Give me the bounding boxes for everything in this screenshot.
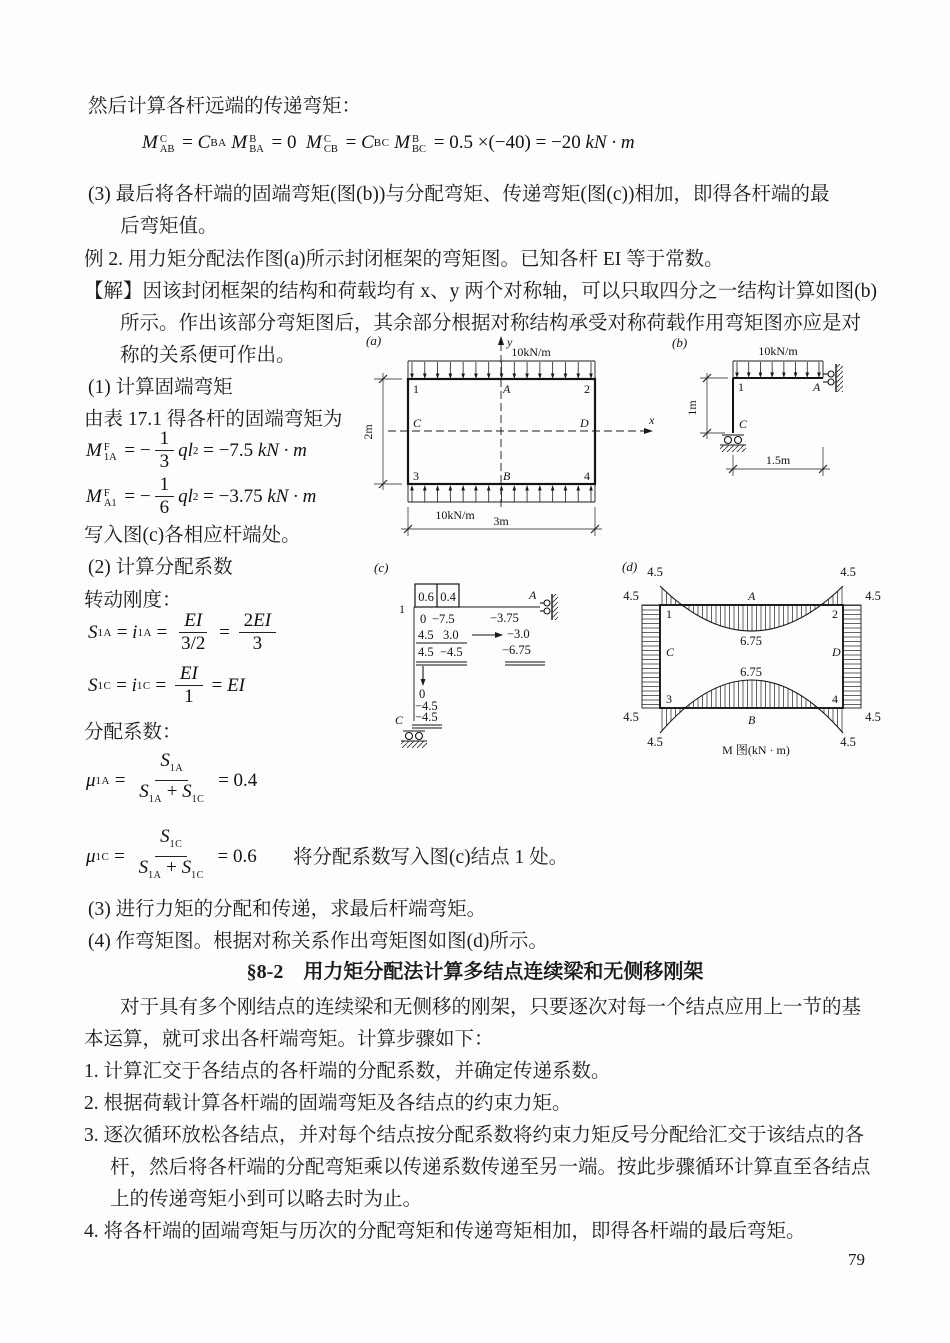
m-1A-final: −4.5 [440,645,463,659]
load-bottom-label: 10kN/m [435,508,475,522]
para-step3-line1: (3) 最后将各杆端的固端弯矩(图(b))与分配弯矩、传递弯矩(图(c))相加，即得各杆端的最 [88,184,830,205]
para-item1-title: (1) 计算固端弯矩 [88,377,233,398]
support-C-roller [401,731,427,748]
moment-top-right-col: 4.5 [865,589,881,603]
node-D: D [832,645,841,659]
moment-top-left-col: 4.5 [623,589,639,603]
para-rotational-stiffness: 转动刚度： [84,590,182,611]
node-C: C [413,416,422,430]
df-box [415,584,459,607]
node-B: B [748,713,756,727]
eq-fixed-end-1A: M F 1A = − $\frac{1}{3}$ ql 2 = −7.5 kN · m [86,428,307,472]
node-C: C [739,417,748,431]
para-intro-line1: 对于具有多个刚结点的连续梁和无侧移的刚架，只要逐次对每一个结点应用上一节的基 [120,997,862,1018]
node-3: 3 [666,692,672,706]
node-C: C [666,645,675,659]
eq-stiffness-1A: S 1A = i 1A = $\frac{EI}{3/2}$ = $\frac{2EI}{3}$ [88,610,280,655]
support-C-roller [720,435,746,452]
node-2: 2 [832,607,838,621]
carryover-arrow [472,632,503,638]
df-1C: 0.6 [418,590,434,604]
para-example2: 例 2. 用力矩分配法作图(a)所示封闭框架的弯矩图。已知各杆 EI 等于常数。 [84,249,724,270]
eq-stiffness-1C: S 1C = i 1C = $\frac{EI}{1}$ = EI [88,663,245,707]
para-write-node1: 将分配系数写入图(c)结点 1 处。 [293,847,569,868]
node-A: A [748,589,756,603]
para-step-2: 2. 根据荷载计算各杆端的固端弯矩及各结点的约束力矩。 [84,1093,572,1114]
column-moment-right [843,605,861,708]
figure-d-tag: (d) [622,559,638,574]
dimension-3m [401,507,602,536]
eq-mu-1C: μ 1C = $\frac{S_{1C}}{S_{1A} + S_{1C}}$ = 0.6 [86,826,257,881]
figure-a-tag: (a) [366,333,382,348]
moment-bottom-left-col: 4.5 [623,710,639,724]
para-solution-line1: 【解】因该封闭框架的结构和荷载均有 x、y 两个对称轴，可以只取四分之一结构计算如图(b) [84,281,877,302]
para-step3-line2: 后弯矩值。 [120,216,218,237]
node-1: 1 [738,380,744,394]
node-3: 3 [413,469,419,483]
node-4: 4 [832,692,838,706]
para-step-3-line1: 3. 逐次循环放松各结点，并对每个结点按分配系数将约束力矩反号分配给汇交于该结点的各 [84,1125,865,1146]
moment-bottom-right-beam: 4.5 [840,735,856,749]
m-C1-carry: −4.5 [415,699,438,713]
figure-b-tag: (b) [672,335,688,350]
section-heading: §8-2 用力矩分配法计算多结点连续梁和无侧移刚架 [246,961,704,983]
node1-moment-table [416,612,467,665]
figure-b-quarter-structure [650,329,900,499]
para-distribution-factors: 分配系数： [84,722,182,743]
svg-text:3m: 3m [493,514,509,528]
figure-d-moment-diagram [606,554,900,772]
node-B: B [503,469,511,483]
svg-text:y: y [507,335,513,349]
node-1: 1 [666,607,672,621]
m-A1-fixed: −3.75 [490,611,519,625]
eq-carryover-moments: M C AB = C BA M B BA = 0 M C CB = C BC M B BC = 0.5 ×(−40) = −20 kN · m [142,132,635,155]
moment-top-left-beam: 4.5 [647,565,663,579]
eq-mu-1A: μ 1A = $\frac{S_{1A}}{S_{1A} + S_{1C}}$ = 0.4 [86,750,258,805]
moment-bottom-right-col: 4.5 [865,710,881,724]
node-2: 2 [584,382,590,396]
support-A-sliding [540,594,558,620]
para-step-3-line2: 杆，然后将各杆端的分配弯矩乘以传递系数传递至另一端。按此步骤循环计算直至各结点 [110,1157,871,1178]
moment-mid-bottom: 6.75 [740,665,762,679]
node-A: A [529,588,537,602]
svg-text:1m: 1m [685,400,699,416]
para-table171: 由表 17.1 得各杆的固端弯矩为 [84,409,343,430]
m-1A-fixed: −7.5 [432,612,455,626]
m-A1-carry: −3.0 [507,627,530,641]
figure-a-closed-frame [356,329,666,577]
figure-d-caption: M 图(kN · m) [722,743,790,757]
page-number: 79 [848,1250,865,1269]
para-step-3-line3: 上的传递弯矩小到可以略去时为止。 [110,1189,423,1210]
m-1C-dist: 4.5 [418,628,434,642]
svg-text:x: x [649,413,655,427]
m-A1-final: −6.75 [502,643,531,657]
figure-c-tag: (c) [374,560,389,575]
eq-fixed-end-A1: M F A1 = − $\frac{1}{6}$ ql 2 = −3.75 kN · m [86,474,317,518]
load-top-label: 10kN/m [511,345,551,359]
support-A-sliding [823,364,843,392]
para-write-fig-c: 写入图(c)各相应杆端处。 [84,525,301,546]
svg-text:2m: 2m [361,424,375,440]
m-1C-final: 4.5 [418,645,434,659]
frame-outline [408,379,595,484]
node-D: D [580,416,589,430]
axis-x [388,413,655,434]
node-A: A [813,380,821,394]
load [733,344,823,378]
para-solution-line3: 称的关系便可作出。 [120,345,296,366]
para-step-4: 4. 将各杆端的固端弯矩与历次的分配弯矩和传递弯矩相加，即得各杆端的最后弯矩。 [84,1221,806,1242]
node-4: 4 [584,469,590,483]
nodeA-moment-table [490,611,545,665]
node-1: 1 [399,602,405,616]
svg-text:1.5m: 1.5m [765,453,791,467]
moment-bottom-left-beam: 4.5 [647,735,663,749]
node-C: C [395,713,404,727]
para-item3: (3) 进行力矩的分配和传递，求最后杆端弯矩。 [88,899,487,920]
para-item4: (4) 作弯矩图。根据对称关系作出弯矩图如图(d)所示。 [88,931,548,952]
columnC-moment-table [412,666,442,728]
dimension-2m [361,373,402,490]
moment-top-right-beam: 4.5 [840,565,856,579]
para-solution-line2: 所示。作出该部分弯矩图后，其余部分根据对称结构承受对称荷载作用弯矩图亦应是对 [120,313,862,334]
figure-c-distribution [362,558,602,778]
m-1A-dist: 3.0 [443,628,459,642]
para-transfer-intro: 然后计算各杆远端的传递弯矩： [88,96,362,117]
m-C1-final: −4.5 [415,710,438,724]
node-1: 1 [413,382,419,396]
m-1C-fixed: 0 [420,612,427,626]
column-moment-left [642,605,660,708]
dimension-1m [685,373,728,439]
para-intro-line2: 本运算，就可求出各杆端弯矩。计算步骤如下： [84,1029,494,1050]
m-C1-fixed: 0 [419,687,426,701]
moment-mid-top: 6.75 [740,634,762,648]
node-A: A [503,382,511,396]
para-item2-title: (2) 计算分配系数 [88,557,233,578]
df-1A: 0.4 [440,590,456,604]
para-step-1: 1. 计算汇交于各结点的各杆端的分配系数，并确定传递系数。 [84,1061,611,1082]
load-top [408,345,595,379]
load-label: 10kN/m [758,344,798,358]
